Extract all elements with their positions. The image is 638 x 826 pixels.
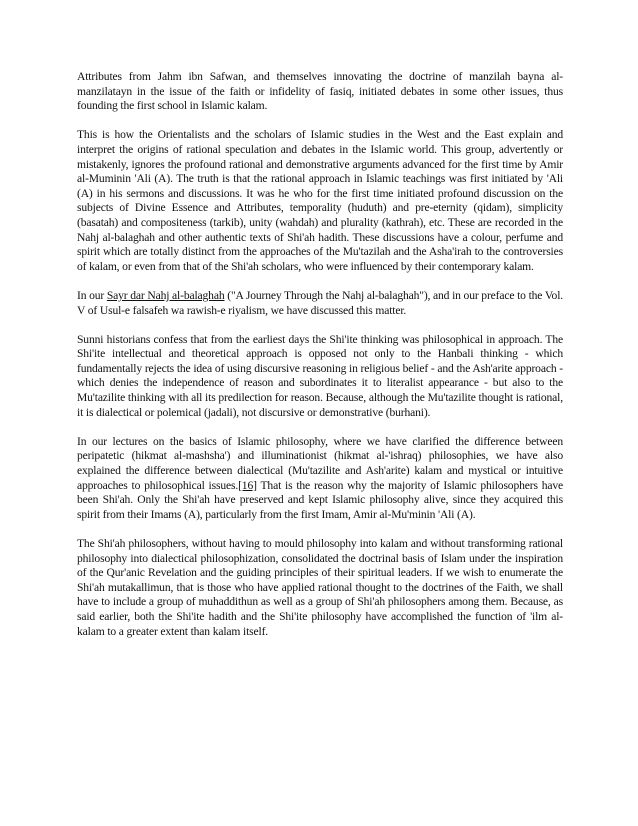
paragraph-5 [77, 435, 563, 523]
document-page [77, 70, 563, 654]
footnote-16-link[interactable]: [16] [238, 478, 257, 492]
paragraph-1: Attributes from Jahm ibn Safwan, and themselves innovating the doctrine of manzilah bayna al-manzilatayn in the issue of the faith or infidelity of fasiq, initiated debates in some other issues, thus founding the first school in Islamic kalam. [77, 70, 563, 113]
paragraph-2: This is how the Orientalists and the scholars of Islamic studies in the West and the East explain and interpret the origins of rational speculation and debates in the Islamic world. This group, advertently or mistakenly, ignores the profound rational and demonstrative arguments advanced for the first time by Amir al-Muminin 'Ali (A). The truth is that the rational approach in Islamic teachings was first initiated by 'Ali (A) in his sermons and discussions. It was he who for the first time initiated profound discussion on the subjects of Divine Essence and Attributes, temporality (huduth) and pre-eternity (qidam), simplicity (basatah) and compositeness (tarkib), unity (wahdah) and plurality (kathrah), etc. These are recorded in the Nahj al-balaghah and other authentic texts of Shi'ah hadith. These discussions have a colour, perfume and spirit which are totally distinct from the approaches of the Mu'tazilah and the Asha'irah to the controversies of kalam, or even from that of the Shi'ah scholars, who were influenced by their contemporary kalam. [77, 128, 563, 273]
paragraph-5-text-start: In our lectures on the basics of Islamic philosophy, where we have clarified the difference between peripatetic (hikmat al-mashsha') and illuminationist (hikmat al-'ishraq) philosophies, we have also explained the difference between dialectical (Mu'tazilite and Ash'arite) kalam and mystical or intuitive approaches to philosophical issues. [77, 434, 563, 492]
paragraph-4: Sunni historians confess that from the earliest days the Shi'ite thinking was philosophical in approach. The Shi'ite intellectual and theoretical approach is opposed not only to the Hanbali thinking - which fundamentally rejects the idea of using discursive reasoning in religious belief - and the Ash'arite approach - which denies the independence of reason and subordinates it to literalist appearance - but also to the Mu'tazilite thinking with all its predilection for reason. Because, although the Mu'tazilite thought is rational, it is dialectical or polemical (jadali), not discursive or demonstrative (burhani). [77, 332, 563, 419]
sayr-dar-nahj-link[interactable]: Sayr dar Nahj al-balaghah [106, 288, 225, 302]
paragraph-5-text-end: That is the reason why the majority of Islamic philosophers have been Shi'ah. Only the Shi'ah have preserved and kept Islamic philosophy alive, since they acquired this spirit from their Imams (A), particularly from the first Imam, Amir al-Mu'minin 'Ali (A). [77, 478, 563, 521]
paragraph-3 [77, 289, 563, 318]
paragraph-3-text-end: ("A Journey Through the Nahj al-balaghah"), and in our preface to the Vol. V of Usul-e falsafeh wa rawish-e riyalism, we have discussed this matter. [77, 288, 564, 317]
paragraph-6: The Shi'ah philosophers, without having to mould philosophy into kalam and without transforming rational philosophy into dialectical philosophization, consolidated the doctrinal basis of Islam under the inspiration of the Qur'anic Revelation and the guiding principles of their spiritual leaders. If we wish to enumerate the Shi'ah mutakallimun, that is those who have applied rational thought to the doctrines of the Faith, we shall have to include a group of muhaddithun as well as a group of Shi'ah philosophers among them. Because, as said earlier, both the Shi'ite hadith and the Shi'ite philosophy have accomplished the function of 'ilm al-kalam to a greater extent than kalam itself. [77, 537, 563, 638]
paragraph-3-text-start: In our [77, 288, 107, 302]
